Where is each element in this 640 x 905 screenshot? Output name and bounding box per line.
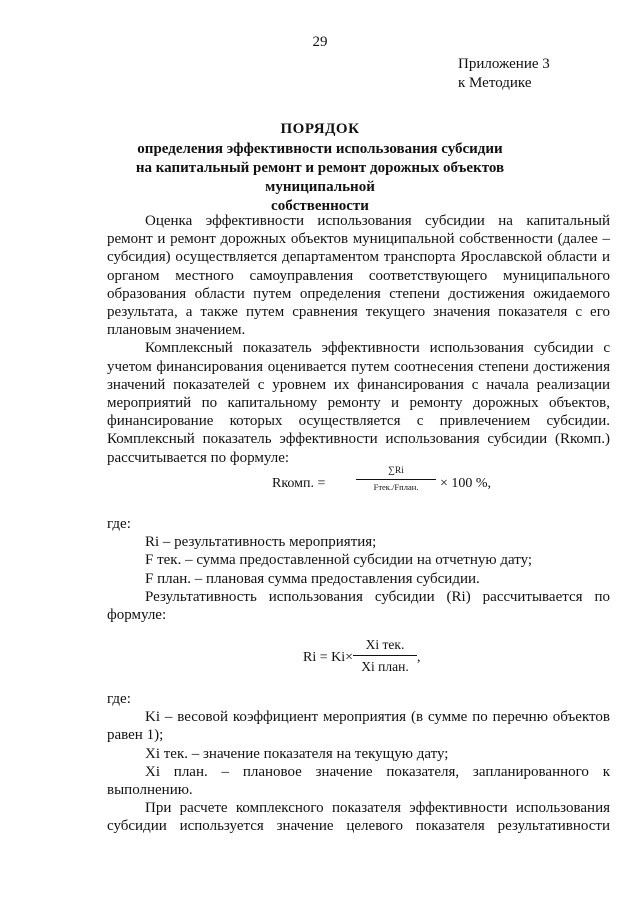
formula-rkomp	[272, 462, 492, 502]
formula-rkomp-fraction	[356, 465, 436, 493]
formula-ri	[303, 635, 433, 679]
title-heading: ПОРЯДОК	[280, 121, 360, 137]
page-number: 29	[312, 34, 328, 50]
definition-f-tek: F тек. – сумма предоставленной субсидии на отчетную дату;	[145, 552, 533, 569]
fraction-bar	[356, 479, 436, 480]
fraction-bar	[353, 655, 417, 656]
paragraph-evaluation: Оценка эффективности использования субсидии на капитальный ремонт и ремонт дорожных объектов муниципальной собственности (далее – субсидия) осуществляется департаментом транспорта Ярославской области и органом местного самоуправления соответствующего муниципального образования области путем определения степени достижения ожидаемого результата, а также путем сравнения текущего значения показателя с его плановым значением.	[107, 213, 610, 339]
paragraph-complex-indicator: Комплексный показатель эффективности использования субсидии с учетом финансирования оценивается путем соотнесения степени достижения значений показателей с уровнем их финансирования с начала реализации мероприятий по капитальному ремонту и ремонту дорожных объектов, финансирование которых осуществляется с привлечением субсидии. Комплексный показатель эффективности использования субсидии (Rкомп.) рассчитывается по формуле:	[107, 340, 610, 466]
definition-xi-plan: Xi план. – плановое значение показателя, запланированного к выполнению.	[107, 763, 610, 799]
where-label: где:	[107, 516, 131, 532]
definition-xi-tek: Xi тек. – значение показателя на текущую дату;	[145, 745, 449, 762]
formula-rkomp-rhs: × 100 %,	[440, 476, 492, 491]
appendix-note	[458, 55, 550, 93]
formula-ri-lhs: Ri = Ki×	[303, 650, 354, 665]
where-label: где:	[107, 691, 131, 707]
definition-f-plan: F план. – плановая сумма предоставления субсидии.	[145, 570, 480, 587]
definition-ri: Ri – результативность мероприятия;	[145, 534, 377, 551]
paragraph-calculation: При расчете комплексного показателя эффективности использования субсидии используется значение целевого показателя результативности	[107, 800, 610, 835]
formula-rkomp-lhs: Rкомп. =	[272, 476, 326, 491]
body-section-2	[107, 515, 610, 624]
formula-ri-denominator: Xi план.	[361, 659, 409, 674]
formula-ri-numerator: Xi тек.	[365, 637, 405, 652]
appendix-line-2: к Методике	[458, 75, 532, 91]
paragraph-ri-formula-intro: Результативность использования субсидии (Ri) рассчитывается по формуле:	[107, 588, 610, 624]
title-line-1: определения эффективности использования субсидии	[137, 141, 503, 157]
formula-rkomp-denominator: Fтек./Fплан.	[373, 482, 419, 492]
document-title	[90, 120, 550, 216]
formula-ri-fraction	[353, 637, 417, 675]
title-line-3: собственности	[271, 198, 369, 214]
definition-ki: Ki – весовой коэффициент мероприятия (в сумме по перечню объектов равен 1);	[107, 709, 610, 744]
body-section-1	[107, 212, 610, 467]
body-section-3	[107, 690, 610, 836]
formula-rkomp-numerator: ∑Ri	[388, 466, 404, 476]
formula-ri-rhs: ,	[417, 650, 421, 665]
appendix-line-1: Приложение 3	[458, 56, 550, 72]
title-line-2: на капитальный ремонт и ремонт дорожных объектов муниципальной	[135, 160, 505, 195]
